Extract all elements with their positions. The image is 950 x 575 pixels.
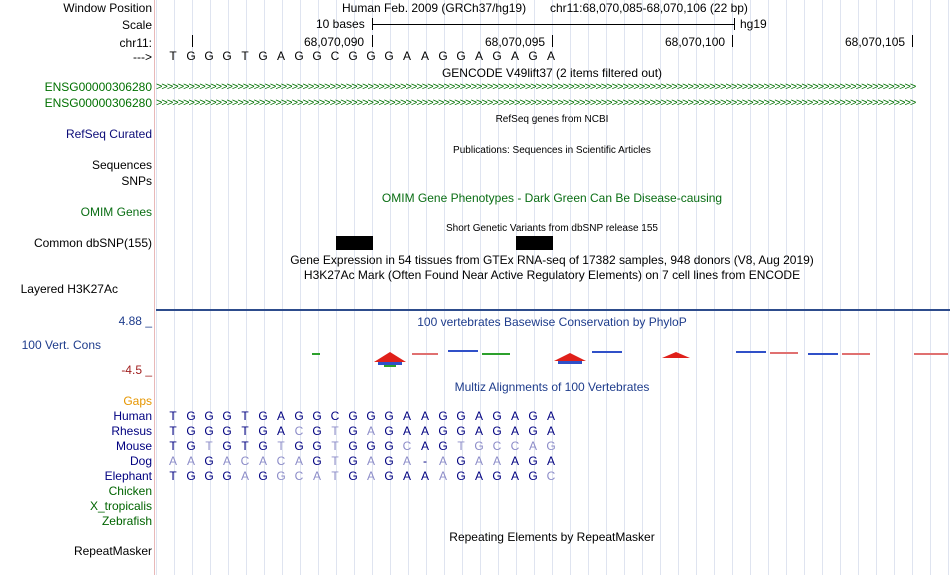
reference-base: G [312,49,322,63]
alignment-base-mouse: G [312,439,322,453]
alignment-base-dog: A [258,454,267,468]
alignment-base-human: G [204,409,214,423]
alignment-base-elephant: A [366,469,375,483]
alignment-base-mouse: T [241,439,249,453]
ruler-label-095: 68,070,095 [485,35,546,49]
reference-base: G [366,49,376,63]
alignment-base-dog: G [456,454,466,468]
h3k27ac-signal [156,309,950,311]
dbsnp-track-title: Short Genetic Variants from dbSNP release 155 [446,223,658,234]
species-label-human: Human [113,409,152,423]
ruler-label-090: 68,070,090 [304,35,365,49]
h3k27ac-track-title: H3K27Ac Mark (Often Found Near Active Regulatory Elements) on 7 cell lines from ENCODE [303,268,801,282]
refseq-track-title: RefSeq genes from NCBI [495,114,609,125]
alignment-base-human: G [366,409,376,423]
alignment-base-mouse: A [420,439,429,453]
alignment-base-rhesus: G [186,424,196,438]
reference-base: G [204,49,214,63]
scale-db-label: hg19 [740,17,767,31]
alignment-base-mouse: T [205,439,213,453]
alignment-base-mouse: C [492,439,502,453]
alignment-base-elephant: G [456,469,466,483]
snp-variant-2[interactable] [516,236,553,250]
alignment-base-elephant: G [528,469,538,483]
scale-bar [372,24,734,25]
reference-base: A [546,49,555,63]
alignment-base-human: G [528,409,538,423]
alignment-base-rhesus: G [384,424,394,438]
alignment-base-rhesus: T [241,424,249,438]
alignment-base-elephant: G [348,469,358,483]
alignment-base-human: A [546,409,555,423]
alignment-base-rhesus: G [438,424,448,438]
alignment-base-mouse: G [258,439,268,453]
cons-bar-1 [312,353,320,355]
alignment-base-mouse: A [528,439,537,453]
reference-base: G [528,49,538,63]
alignment-base-dog: G [528,454,538,468]
strand-arrow-label: ---> [133,50,152,64]
scale-label: Scale [121,18,152,32]
reference-base: G [294,49,304,63]
gencode-gene-label-2[interactable]: ENSG00000306280 [44,96,152,110]
reference-base: G [456,49,466,63]
gencode-gene-1[interactable]: >>>>>>>>>>>>>>>>>>>>>>>>>>>>>>>>>>>>>>>>>>>>>>>>>>>>>>>>>>>>>>>>>>>>>>>>>>>>>>>>>>>>>>>>>>>>>>>>>>>>>>>>>>>>>>>>>>>>>>>>>>>>>>>>>>>>>>>>>>>> [156,81,916,93]
alignment-base-human: G [456,409,466,423]
alignment-base-dog: C [276,454,286,468]
genome-browser-image[interactable] [156,0,950,575]
alignment-base-elephant: A [474,469,483,483]
cons-peak-1 [374,350,406,368]
alignment-base-dog: A [438,454,447,468]
h3k27ac-track-label[interactable]: Layered H3K27Ac [20,282,118,296]
alignment-base-elephant: G [222,469,232,483]
alignment-base-mouse: G [222,439,232,453]
reference-base: G [438,49,448,63]
alignment-base-human: G [294,409,304,423]
alignment-base-dog: A [366,454,375,468]
species-label-rhesus: Rhesus [111,424,152,438]
cons-bar-2 [412,353,438,355]
gencode-track-title: GENCODE V49lift37 (2 items filtered out) [441,66,663,80]
reference-base: G [384,49,394,63]
alignment-base-mouse: G [348,439,358,453]
scale-text: 10 bases [316,17,365,31]
alignment-base-dog: A [546,454,555,468]
reference-base: G [348,49,358,63]
cons-peak-3 [662,352,690,360]
alignment-base-mouse: C [402,439,412,453]
alignment-base-rhesus: A [402,424,411,438]
label-panel-divider [154,0,155,575]
alignment-base-elephant: G [276,469,286,483]
alignment-base-mouse: G [474,439,484,453]
alignment-base-mouse: G [546,439,556,453]
refseq-track-label[interactable]: RefSeq Curated [65,127,152,141]
omim-track-label[interactable]: OMIM Genes [80,205,152,219]
assembly-title: Human Feb. 2009 (GRCh37/hg19) [342,1,527,15]
alignment-base-dog: G [204,454,214,468]
alignment-base-rhesus: T [331,424,339,438]
species-label-mouse: Mouse [115,439,152,453]
alignment-base-rhesus: T [169,424,177,438]
conservation-track-label[interactable]: 100 Vert. Cons [21,338,101,352]
reference-base: A [402,49,411,63]
alignment-base-dog: T [331,454,339,468]
reference-base: G [222,49,232,63]
alignment-base-rhesus: G [258,424,268,438]
alignment-base-human: C [330,409,340,423]
ruler-label-100: 68,070,100 [665,35,726,49]
alignment-base-elephant: A [402,469,411,483]
ruler-tick-100 [732,35,733,47]
alignment-base-mouse: T [457,439,465,453]
alignment-base-human: T [169,409,177,423]
alignment-base-mouse: T [331,439,339,453]
reference-base: T [241,49,249,63]
alignment-base-dog: A [510,454,519,468]
alignment-base-dog: A [294,454,303,468]
alignment-base-elephant: A [438,469,447,483]
alignment-base-dog: A [168,454,177,468]
gtex-track-title: Gene Expression in 54 tissues from GTEx RNA-seq of 17382 samples, 948 donors (V8, Aug 2019) [290,253,814,267]
alignment-base-elephant: G [186,469,196,483]
alignment-base-elephant: T [331,469,339,483]
reference-base: C [330,49,340,63]
alignment-base-dog: G [384,454,394,468]
alignment-base-rhesus: C [294,424,304,438]
alignment-base-dog: A [492,454,501,468]
alignment-base-elephant: A [420,469,429,483]
conservation-max-label: 4.88 _ [118,314,152,328]
ruler-tick-095 [552,35,553,47]
alignment-base-human: G [492,409,502,423]
common-dbsnp-track-label[interactable]: Common dbSNP(155) [33,236,152,250]
alignment-base-elephant: A [510,469,519,483]
alignment-base-human: A [402,409,411,423]
alignment-base-rhesus: A [474,424,483,438]
alignment-base-rhesus: G [204,424,214,438]
snp-variant-1[interactable] [336,236,373,250]
position-title: chr11:68,070,085-68,070,106 (22 bp) [550,1,748,15]
alignment-base-mouse: G [438,439,448,453]
track-labels-panel [0,0,155,575]
alignment-base-dog: - [423,454,427,468]
repeatmasker-track-title: Repeating Elements by RepeatMasker [449,530,655,544]
species-label-chicken: Chicken [108,484,152,498]
alignment-base-elephant: A [240,469,249,483]
chromosome-label: chr11: [119,36,152,50]
alignment-base-rhesus: G [456,424,466,438]
cons-bar-5 [592,351,622,353]
alignment-base-human: G [384,409,394,423]
omim-track-title: OMIM Gene Phenotypes - Dark Green Can Be Disease-causing [381,191,723,205]
alignment-base-mouse: G [186,439,196,453]
gencode-gene-label-1[interactable]: ENSG00000306280 [44,80,152,94]
reference-base: G [492,49,502,63]
alignment-base-human: G [222,409,232,423]
alignment-base-elephant: A [312,469,321,483]
alignment-base-dog: C [240,454,250,468]
cons-bar-10 [914,353,948,355]
reference-base: A [474,49,483,63]
alignment-base-human: G [348,409,358,423]
cons-bar-9 [842,353,870,355]
reference-base: G [186,49,196,63]
alignment-base-rhesus: G [312,424,322,438]
alignment-base-elephant: T [169,469,177,483]
alignment-base-dog: A [186,454,195,468]
alignment-base-human: T [241,409,249,423]
alignment-base-elephant: G [258,469,268,483]
sequences-track-label[interactable]: Sequences [91,158,152,172]
alignment-base-elephant: G [204,469,214,483]
snps-track-label[interactable]: SNPs [121,174,152,188]
species-label-dog: Dog [129,454,152,468]
alignment-base-human: G [438,409,448,423]
alignment-base-elephant: G [492,469,502,483]
gencode-gene-2[interactable]: >>>>>>>>>>>>>>>>>>>>>>>>>>>>>>>>>>>>>>>>>>>>>>>>>>>>>>>>>>>>>>>>>>>>>>>>>>>>>>>>>>>>>>>>>>>>>>>>>>>>>>>>>>>>>>>>>>>>>>>>>>>>>>>>>>>>>>>>>>>> [156,97,916,109]
alignment-base-rhesus: G [222,424,232,438]
reference-base: A [510,49,519,63]
alignment-base-mouse: C [510,439,520,453]
alignment-base-mouse: G [294,439,304,453]
ruler-label-105: 68,070,105 [845,35,906,49]
alignment-base-mouse: G [384,439,394,453]
alignment-base-human: G [312,409,322,423]
alignment-base-dog: A [474,454,483,468]
conservation-track-title: 100 vertebrates Basewise Conservation by PhyloP [417,315,687,329]
species-label-zebrafish: Zebrafish [101,514,152,528]
species-label-elephant: Elephant [104,469,152,483]
alignment-base-mouse: G [366,439,376,453]
alignment-base-human: A [420,409,429,423]
cons-bar-6 [736,351,766,353]
alignment-base-rhesus: G [492,424,502,438]
alignment-base-rhesus: A [420,424,429,438]
scale-bar-right-tick [734,18,735,30]
alignment-base-rhesus: G [528,424,538,438]
cons-peak-2 [554,352,586,366]
cons-bar-8 [808,353,838,355]
alignment-base-rhesus: A [276,424,285,438]
ruler-tick-105 [912,35,913,47]
alignment-base-rhesus: G [348,424,358,438]
alignment-base-human: A [276,409,285,423]
ruler-tick-start [192,35,193,47]
ruler-tick-090 [372,35,373,47]
alignment-base-human: G [258,409,268,423]
cons-bar-7 [770,352,798,354]
alignment-base-mouse: T [169,439,177,453]
alignment-base-human: G [186,409,196,423]
alignment-base-mouse: T [277,439,285,453]
alignment-base-dog: A [222,454,231,468]
publications-track-title: Publications: Sequences in Scientific Articles [453,145,651,156]
alignment-base-elephant: G [384,469,394,483]
reference-base: T [169,49,177,63]
gaps-label: Gaps [123,394,152,408]
alignment-base-rhesus: A [546,424,555,438]
alignment-base-dog: A [402,454,411,468]
alignment-base-dog: G [312,454,322,468]
conservation-min-label: -4.5 _ [121,363,152,377]
multiz-track-title: Multiz Alignments of 100 Vertebrates [454,380,650,394]
alignment-base-rhesus: A [510,424,519,438]
alignment-base-human: A [510,409,519,423]
reference-base: A [276,49,285,63]
alignment-base-dog: G [348,454,358,468]
cons-bar-3 [448,350,478,352]
alignment-base-rhesus: A [366,424,375,438]
species-label-x_tropicalis: X_tropicalis [89,499,152,513]
alignment-base-elephant: C [546,469,556,483]
cons-bar-4 [482,353,510,355]
window-position-label: Window Position [63,1,152,15]
alignment-base-elephant: C [294,469,304,483]
repeatmasker-track-label[interactable]: RepeatMasker [73,544,152,558]
reference-base: G [258,49,268,63]
alignment-base-human: A [474,409,483,423]
reference-base: A [420,49,429,63]
